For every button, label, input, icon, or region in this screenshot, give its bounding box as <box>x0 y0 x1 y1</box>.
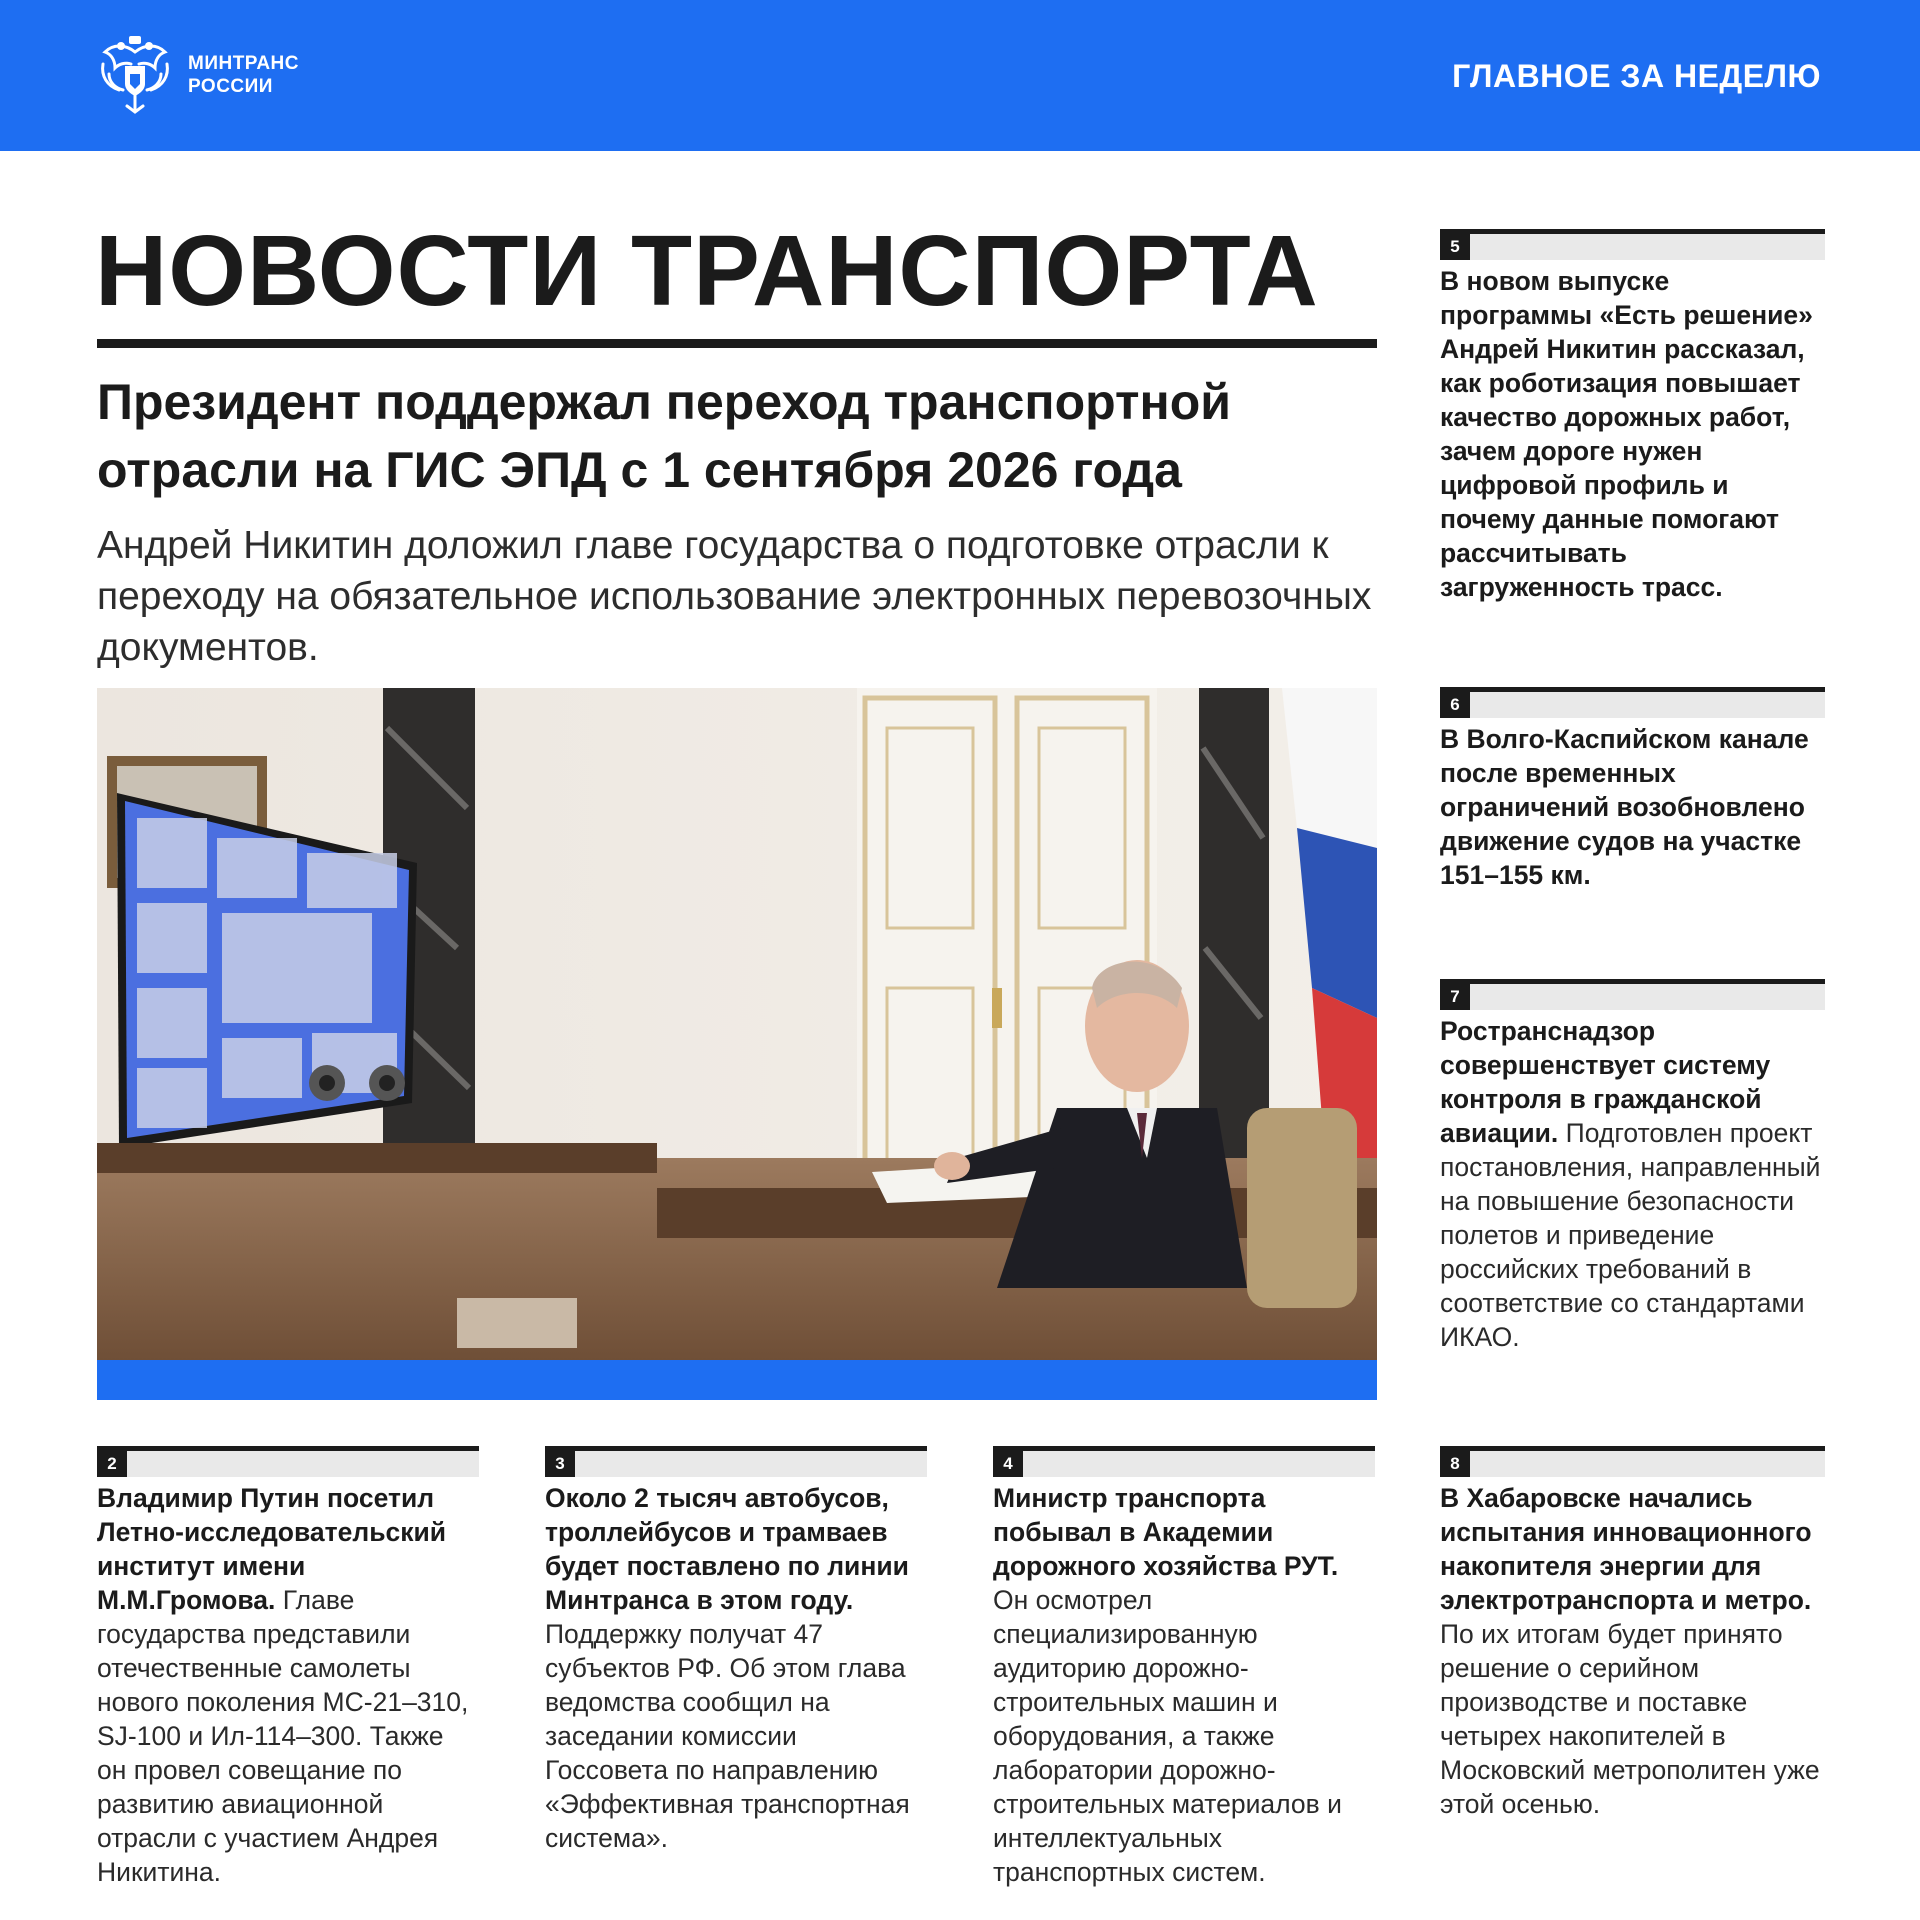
item-rest: Поддержку получат 47 субъектов РФ. Об этом глава ведомства сообщил на заседании комиссии Госсовета по направлению «Эффективная транспортная система». <box>545 1619 910 1853</box>
item-number: 3 <box>545 1451 575 1477</box>
item-lead: Министр транспорта побывал в Академии дорожного хозяйства РУТ. <box>993 1483 1339 1581</box>
item-header <box>1440 687 1825 718</box>
double-headed-eagle-icon <box>95 34 175 116</box>
item-text <box>1440 1481 1825 1821</box>
logo-text <box>188 52 299 98</box>
item-rest: По их итогам будет принято решение о серийном производстве и поставке четырех накопителей в Московский метрополитен уже этой осенью. <box>1440 1619 1820 1819</box>
item-header <box>1440 1446 1825 1477</box>
item-text <box>1440 722 1825 892</box>
news-item-4 <box>993 1446 1375 1889</box>
section-label: ГЛАВНОЕ ЗА НЕДЕЛЮ <box>1452 58 1821 94</box>
news-item-5 <box>1440 229 1825 604</box>
item-rest: Главе государства представили отечественные самолеты нового поколения МС-21–310, SJ-100 и Ил-114–300. Также он провел совещание по развитию авиационной отрасли с участием Андрея Никитина. <box>97 1585 469 1887</box>
item-text <box>1440 1014 1825 1354</box>
main-photo <box>97 688 1377 1360</box>
item-number: 5 <box>1440 234 1470 260</box>
item-lead: В Хабаровске начались испытания инновационного накопителя энергии для электротранспорта и метро. <box>1440 1483 1812 1615</box>
item-lead: Около 2 тысяч автобусов, троллейбусов и трамваев будет поставлено по линии Минтранса в этом году. <box>545 1483 909 1615</box>
item-header <box>1440 229 1825 260</box>
item-header <box>993 1446 1375 1477</box>
item-lead: Ространснадзор совершенствует систему контроля в гражданской авиации. <box>1440 1016 1771 1148</box>
logo-line-2: РОССИИ <box>188 76 273 97</box>
lead-paragraph: Андрей Никитин доложил главе государства о подготовке отрасли к переходу на обязательное использование электронных перевозочных документов. <box>97 524 1372 669</box>
item-text <box>993 1481 1375 1889</box>
item-rest: Он осмотрел специализированную аудиторию дорожно-строительных машин и оборудования, а также лаборатории дорожно-строительных материалов и интеллектуальных транспортных систем. <box>993 1585 1342 1887</box>
lead-headline: Президент поддержал переход транспортной отрасли на ГИС ЭПД с 1 сентября 2026 года <box>97 374 1231 498</box>
item-number: 8 <box>1440 1451 1470 1477</box>
news-item-7 <box>1440 979 1825 1354</box>
photo-accent-bar <box>97 1360 1377 1400</box>
page-title: НОВОСТИ ТРАНСПОРТА <box>95 215 1319 327</box>
item-text <box>97 1481 479 1889</box>
item-lead: Владимир Путин посетил Летно-исследовательский институт имени М.М.Громова. <box>97 1483 447 1615</box>
item-header <box>97 1446 479 1477</box>
logo-line-1: МИНТРАНС <box>188 53 299 74</box>
news-item-3 <box>545 1446 927 1855</box>
news-item-6 <box>1440 687 1825 892</box>
item-number: 4 <box>993 1451 1023 1477</box>
news-item-2 <box>97 1446 479 1889</box>
header-bar <box>0 0 1920 151</box>
item-rest: Подготовлен проект постановления, направленный на повышение безопасности полетов и приведение российских требований в соответствие со стандартами ИКАО. <box>1440 1118 1821 1352</box>
item-number: 6 <box>1440 692 1470 718</box>
item-number: 2 <box>97 1451 127 1477</box>
item-number: 7 <box>1440 984 1470 1010</box>
item-lead: В новом выпуске программы «Есть решение» Андрей Никитин рассказал, как роботизация повышает качество дорожных работ, зачем дороге нужен цифровой профиль и почему данные помогают рассчитывать загруженность трасс. <box>1440 266 1813 602</box>
item-text <box>545 1481 927 1855</box>
item-header <box>545 1446 927 1477</box>
news-item-8 <box>1440 1446 1825 1821</box>
title-divider <box>97 339 1377 348</box>
item-lead: В Волго-Каспийском канале после временных ограничений возобновлено движение судов на участке 151–155 км. <box>1440 724 1809 890</box>
item-text <box>1440 264 1825 604</box>
item-header <box>1440 979 1825 1010</box>
